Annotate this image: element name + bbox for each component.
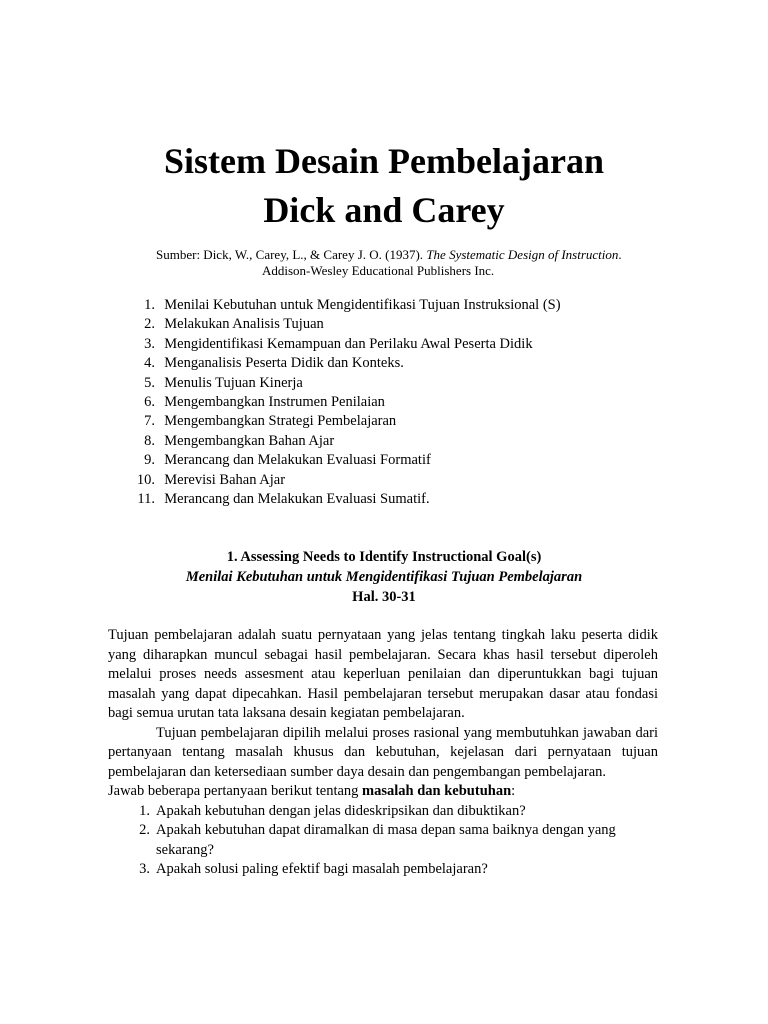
list-item xyxy=(118,432,561,451)
paragraph: Tujuan pembelajaran adalah suatu pernyataan yang jelas tentang tingkah laku peserta didik yang diharapkan muncul sebagai hasil pembelajaran. Secara khas hasil tersebut diperoleh melalui proses needs assesment atau keperluan penilaian dan diperuntukkan bagi tujuan masalah yang dapat dipecahkan. Hasil pembelajaran tersebut merupakan dasar atau fondasi bagi semua urutan tata laksana desain kegiatan pembelajaran. xyxy=(108,627,658,721)
question-text: Apakah kebutuhan dengan jelas dideskripsikan dan dibuktikan? xyxy=(156,802,526,819)
list-item xyxy=(118,471,561,490)
step-number: 6. xyxy=(144,394,155,411)
list-item xyxy=(118,412,561,431)
section-heading-indonesian: Menilai Kebutuhan untuk Mengidentifikasi Tujuan Pembelajaran xyxy=(185,569,583,585)
step-number: 9. xyxy=(144,452,155,469)
question-text: Apakah kebutuhan dapat diramalkan di masa depan sama baiknya dengan yang sekarang? xyxy=(156,822,616,858)
step-text: Menilai Kebutuhan untuk Mengidentifikasi Tujuan Instruksional (S) xyxy=(164,297,561,313)
step-text: Merevisi Bahan Ajar xyxy=(164,471,286,488)
step-text: Merancang dan Melakukan Evaluasi Formatif xyxy=(164,452,431,469)
section-body xyxy=(108,626,658,880)
step-number: 11. xyxy=(137,491,155,508)
step-number: 1. xyxy=(144,297,155,313)
source-book-title: The Systematic Design of Instruction xyxy=(426,247,619,262)
question-number: 3. xyxy=(139,861,150,877)
list-item xyxy=(118,490,561,509)
paragraph: Tujuan pembelajaran dipilih melalui proses rasional yang membutuhkan jawaban dari pertanyaan tentang masalah khusus dan kebutuhan, kejelasan dari pernyataan tujuan pembelajaran dan ketersediaan sumber daya desain dan pengembangan pembelajaran. xyxy=(108,724,658,780)
source-publisher: Addison-Wesley Educational Publishers Inc. xyxy=(262,263,495,278)
step-number: 3. xyxy=(144,335,155,352)
list-item xyxy=(118,393,561,412)
question-number: 1. xyxy=(139,802,150,819)
step-number: 4. xyxy=(144,355,155,372)
section-page-reference: Hal. 30-31 xyxy=(352,589,416,605)
step-text: Mengembangkan Strategi Pembelajaran xyxy=(164,413,397,430)
list-item xyxy=(108,860,658,880)
list-item xyxy=(118,451,561,470)
list-item xyxy=(118,315,561,334)
step-number: 7. xyxy=(144,413,155,430)
list-item xyxy=(118,335,561,354)
step-text: Mengembangkan Bahan Ajar xyxy=(164,432,335,449)
step-number: 2. xyxy=(144,316,155,333)
list-item xyxy=(108,802,658,822)
list-item xyxy=(118,354,561,373)
page-title-line-1: Sistem Desain Pembelajaran xyxy=(164,141,604,181)
step-number: 10. xyxy=(136,471,155,488)
section-heading-english: 1. Assessing Needs to Identify Instructional Goal(s) xyxy=(226,549,542,565)
question-number: 2. xyxy=(139,822,150,838)
list-item xyxy=(108,821,658,860)
list-item xyxy=(118,374,561,393)
step-text: Melakukan Analisis Tujuan xyxy=(164,316,324,333)
question-intro-text: Jawab beberapa pertanyaan berikut tentang xyxy=(108,783,363,799)
step-number: 8. xyxy=(144,432,155,449)
question-text: Apakah solusi paling efektif bagi masalah pembelajaran? xyxy=(156,861,488,877)
question-intro-end: : xyxy=(511,783,516,799)
step-number: 5. xyxy=(144,374,155,391)
source-citation-end: . xyxy=(618,247,622,262)
page-title-line-2: Dick and Carey xyxy=(263,190,505,230)
question-intro-emphasis: masalah dan kebutuhan xyxy=(362,783,512,799)
questions-list xyxy=(108,802,658,880)
steps-list xyxy=(118,296,561,509)
step-text: Merancang dan Melakukan Evaluasi Sumatif. xyxy=(164,491,430,508)
step-text: Mengidentifikasi Kemampuan dan Perilaku Awal Peserta Didik xyxy=(164,335,533,352)
source-citation-authors: Sumber: Dick, W., Carey, L., & Carey J. O. (1937). xyxy=(156,247,427,262)
list-item xyxy=(118,296,561,315)
step-text: Menganalisis Peserta Didik dan Konteks. xyxy=(164,355,404,372)
source-citation xyxy=(156,247,622,279)
question-intro xyxy=(108,782,658,802)
step-text: Mengembangkan Instrumen Penilaian xyxy=(164,394,385,411)
step-text: Menulis Tujuan Kinerja xyxy=(164,374,303,391)
